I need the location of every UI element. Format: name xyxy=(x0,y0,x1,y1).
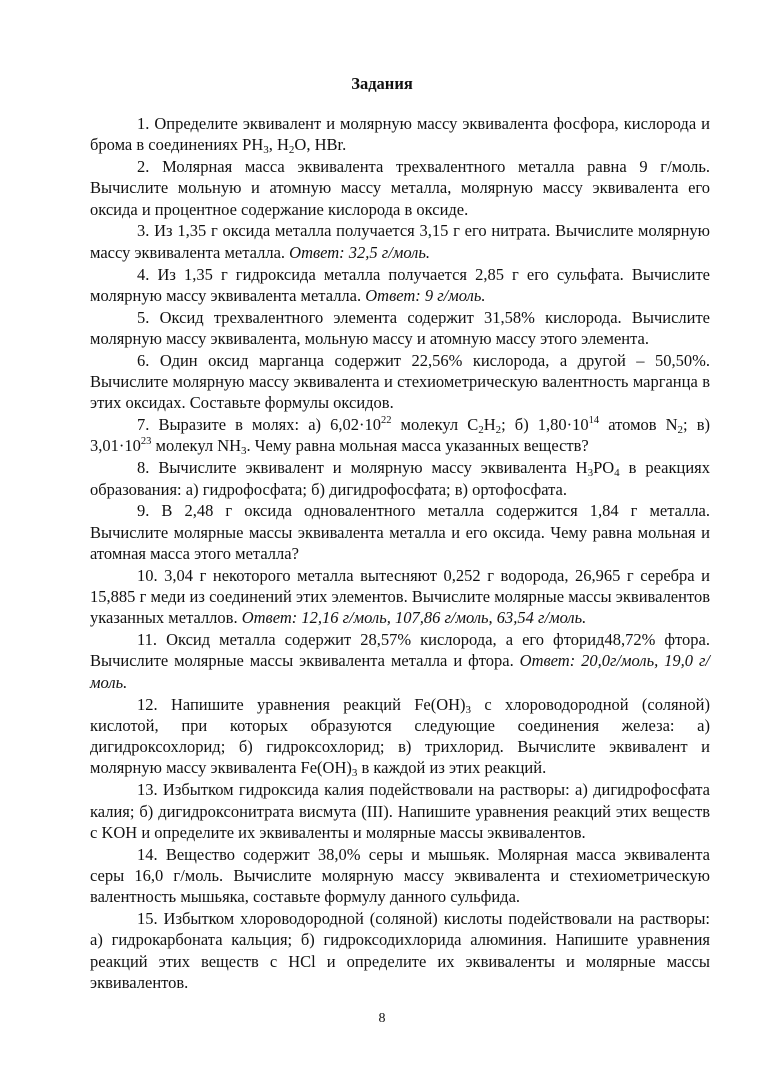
subscript: 3 xyxy=(263,144,269,157)
task-text: ; в) 3,01·10 xyxy=(90,415,710,456)
subscript: 3 xyxy=(465,703,472,716)
task-paragraph xyxy=(90,457,710,500)
task-text: Избытком хлороводородной (соляной) кислоты подействовали на растворы: а) гидрокарбоната кальция; б) гидроксодихлорида алюминия. Напишите уравнения реакций этих веществ с HCl и определите их эквиваленты и молярные массы эквивалентов. xyxy=(90,908,711,992)
task-text: в каждой из этих реакций. xyxy=(357,758,547,778)
task-paragraph xyxy=(90,156,710,220)
task-text: атомов N xyxy=(599,415,678,435)
task-number: 14. xyxy=(137,844,166,864)
task-paragraph xyxy=(90,220,710,263)
task-text: Напишите уравнения реакций Fe(OH) xyxy=(170,694,466,714)
task-text: Оксид трехвалентного элемента содержит 31,58% кислорода. Вычислите молярную массу эквивалента, мольную массу и атомную массу этого элемента. xyxy=(90,307,710,348)
answer-text: Ответ: 12,16 г/моль, 107,86 г/моль, 63,54 г/моль. xyxy=(241,608,587,628)
task-number: 7. xyxy=(137,415,159,435)
task-paragraph xyxy=(90,113,710,156)
task-paragraph xyxy=(90,350,710,414)
task-text: В 2,48 г оксида одновалентного металла содержится 1,84 г металла. Вычислите молярные массы эквивалента металла и его оксида. Чему равна мольная и атомная масса этого металла? xyxy=(90,501,711,563)
task-number: 12. xyxy=(137,694,171,714)
task-text: . Чему равна мольная масса указанных веществ? xyxy=(246,436,589,456)
task-text: PO xyxy=(593,458,615,478)
answer-text: Ответ: 20,0г/моль, 19,0 г/моль. xyxy=(90,651,710,692)
subscript: 3 xyxy=(241,445,247,458)
task-paragraph xyxy=(90,694,710,779)
task-text: , H xyxy=(268,135,289,155)
task-number: 9. xyxy=(137,501,162,521)
answer-text: Ответ: 9 г/моль. xyxy=(365,285,486,305)
superscript: 14 xyxy=(588,415,600,427)
task-number: 4. xyxy=(137,264,158,284)
task-text: Определите эквивалент и молярную массу эквивалента фосфора, кислорода и брома в соединениях PH xyxy=(90,114,710,155)
task-text: Избытком гидроксида калия подействовали на растворы: а) дигидрофосфата калия; б) дигидроксонитрата висмута (III). Напишите уравнения реакций этих веществ с KOH и определите их эквиваленты и молярные массы эквивалентов. xyxy=(90,780,711,842)
task-number: 6. xyxy=(137,350,160,370)
task-number: 8. xyxy=(137,458,159,478)
page-number: 8 xyxy=(378,1011,386,1026)
superscript: 23 xyxy=(140,436,152,448)
task-number: 2. xyxy=(137,157,163,177)
subscript: 2 xyxy=(478,424,484,437)
task-text: Выразите в молях: а) 6,02·10 xyxy=(158,415,381,435)
task-paragraph xyxy=(90,844,710,908)
task-text: молекул C xyxy=(391,415,479,435)
task-number: 5. xyxy=(137,307,160,327)
subscript: 2 xyxy=(288,144,295,157)
task-paragraph xyxy=(90,565,710,629)
task-text: O, HBr. xyxy=(294,135,347,155)
task-text: Вещество содержит 38,0% серы и мышьяк. Молярная масса эквивалента серы 16,0 г/моль. Вычислите молярную массу эквивалента и стехиометрическую валентность мышьяка, составьте формулу данного сульфида. xyxy=(90,844,710,907)
task-text: с хлороводородной (соляной) кислотой, при которых образуются следующие соединения железа: а) дигидроксохлорид; б) гидроксохлорид; в) трихлорид. Вычислите эквивалент и молярную массу эквивалента Fe(OH) xyxy=(90,694,710,778)
task-text: Из 1,35 г гидроксида металла получается 2,85 г его сульфата. Вычислите молярную массу эквивалента металла. xyxy=(90,264,711,305)
task-paragraph xyxy=(90,414,710,457)
task-text: 3,04 г некоторого металла вытесняют 0,252 г водорода, 26,965 г серебра и 15,885 г меди из соединений этих элементов. Вычислите молярные массы эквивалентов указанных металлов. xyxy=(90,565,711,628)
task-text: Молярная масса эквивалента трехвалентного металла равна 9 г/моль. Вычислите мольную и атомную массу металла, молярную массу эквивалента его оксида и процентное содержание кислорода в оксиде. xyxy=(90,157,711,219)
task-number: 3. xyxy=(137,221,155,241)
subscript: 2 xyxy=(495,424,502,437)
task-number: 1. xyxy=(137,114,155,133)
subscript: 4 xyxy=(614,467,620,480)
task-text: ; б) 1,80·10 xyxy=(501,415,589,435)
task-number: 11. xyxy=(137,630,167,650)
task-paragraph xyxy=(90,500,710,564)
task-number: 10. xyxy=(137,565,165,585)
page-heading: Задания xyxy=(351,74,413,93)
subscript: 2 xyxy=(677,424,684,437)
task-paragraph xyxy=(90,908,710,993)
task-paragraph xyxy=(90,307,710,350)
task-text: молекул NH xyxy=(151,436,242,456)
task-text: в реакциях образования: а) гидрофосфата; б) дигидрофосфата; в) ортофосфата. xyxy=(90,458,710,499)
subscript: 3 xyxy=(351,767,358,780)
answer-text: Ответ: 32,5 г/моль. xyxy=(289,242,431,262)
task-text: Оксид металла содержит 28,57% кислорода, а его фторид48,72% фтора. Вычислите молярные массы эквивалента металла и фтора. xyxy=(90,630,710,671)
task-text: H xyxy=(483,415,496,435)
task-paragraph xyxy=(90,264,710,307)
task-list xyxy=(90,113,710,993)
task-paragraph xyxy=(90,779,710,843)
task-text: Вычислите эквивалент и молярную массу эквивалента H xyxy=(158,458,588,478)
task-number: 13. xyxy=(137,780,163,800)
task-text: Из 1,35 г оксида металла получается 3,15 г его нитрата. Вычислите молярную массу эквивалента металла. xyxy=(90,221,711,262)
task-number: 15. xyxy=(137,908,164,928)
task-text: Один оксид марганца содержит 22,56% кислорода, а другой – 50,50%. Вычислите молярную массу эквивалента и стехиометрическую валентность марганца в этих оксидах. Составьте формулы оксидов. xyxy=(90,350,711,413)
task-paragraph xyxy=(90,629,710,693)
subscript: 3 xyxy=(587,467,594,480)
superscript: 22 xyxy=(380,415,392,427)
